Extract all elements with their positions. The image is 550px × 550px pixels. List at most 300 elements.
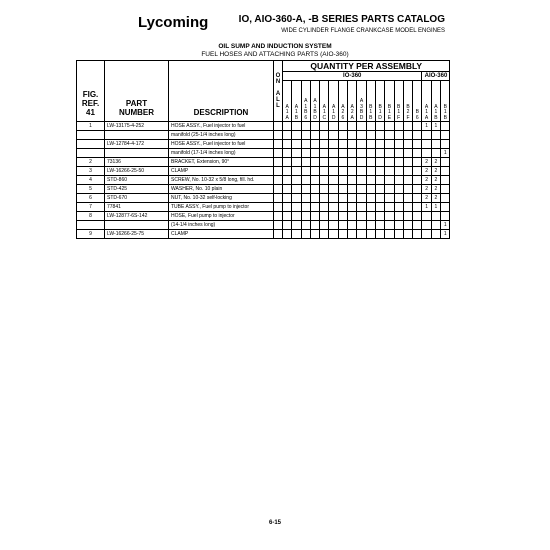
quantity-cell: 2 [431, 167, 440, 176]
quantity-cell [338, 221, 347, 230]
model-column-char: A [294, 103, 299, 110]
model-column-char: B [378, 103, 382, 110]
quantity-header: QUANTITY PER ASSEMBLY [283, 61, 450, 72]
model-column-char: F [397, 114, 401, 121]
model-column-char: D [331, 114, 336, 121]
quantity-cell [310, 167, 319, 176]
quantity-cell [310, 176, 319, 185]
quantity-cell [348, 140, 357, 149]
fig-ref-cell: 9 [77, 230, 105, 239]
description-cell: (14-1/4 inches long) [169, 221, 274, 230]
quantity-cell [310, 212, 319, 221]
fig-ref-label: 41 [86, 108, 95, 117]
quantity-cell [413, 122, 422, 131]
quantity-cell [301, 221, 310, 230]
quantity-cell [292, 230, 301, 239]
quantity-cell [441, 212, 450, 221]
quantity-cell [403, 230, 412, 239]
quantity-cell: 2 [422, 158, 431, 167]
model-column-char: A [424, 103, 429, 110]
quantity-cell [310, 122, 319, 131]
quantity-cell [375, 230, 384, 239]
on-all-cell [274, 194, 283, 203]
quantity-cell [320, 203, 329, 212]
model-column-char: D [378, 114, 382, 121]
quantity-cell [283, 140, 292, 149]
quantity-cell [301, 212, 310, 221]
model-column-header [385, 81, 394, 122]
quantity-cell [441, 131, 450, 140]
quantity-cell [310, 230, 319, 239]
section-subheading: FUEL HOSES AND ATTACHING PARTS (AIO-360) [201, 51, 349, 58]
quantity-cell [329, 212, 338, 221]
table-row [77, 140, 450, 149]
quantity-cell [357, 194, 366, 203]
quantity-cell [422, 212, 431, 221]
quantity-cell [329, 230, 338, 239]
model-column-char: A [285, 114, 289, 121]
quantity-cell [403, 149, 412, 158]
model-column-header [413, 81, 422, 122]
model-column-char: B [304, 109, 308, 115]
part-number-cell: STD-670 [105, 194, 169, 203]
fig-ref-cell: 8 [77, 212, 105, 221]
part-number-cell [105, 131, 169, 140]
table-row [77, 203, 450, 212]
quantity-cell [366, 131, 375, 140]
model-column-header [348, 81, 357, 122]
quantity-cell [413, 203, 422, 212]
fig-ref-cell: 4 [77, 176, 105, 185]
quantity-cell [366, 221, 375, 230]
quantity-cell [385, 221, 394, 230]
quantity-cell [348, 167, 357, 176]
quantity-cell [441, 176, 450, 185]
quantity-cell [320, 149, 329, 158]
part-number-label: PART [125, 99, 148, 108]
on-all-cell [274, 230, 283, 239]
quantity-cell [394, 167, 403, 176]
quantity-cell [338, 212, 347, 221]
on-all-cell [274, 176, 283, 185]
description-cell: CLAMP [169, 167, 274, 176]
quantity-cell [413, 194, 422, 203]
model-column-header [283, 81, 292, 122]
quantity-cell [366, 158, 375, 167]
quantity-cell: 1 [431, 203, 440, 212]
quantity-cell [413, 230, 422, 239]
model-column-char: 1 [369, 109, 373, 115]
brand-logo-text: Lycoming [138, 14, 209, 31]
quantity-cell [338, 176, 347, 185]
quantity-cell: 1 [431, 122, 440, 131]
on-all-label: N [275, 79, 281, 85]
quantity-cell [348, 185, 357, 194]
quantity-cell [348, 176, 357, 185]
quantity-cell [413, 176, 422, 185]
header-row [77, 61, 450, 72]
description-cell: manifold (17-1/4 inches long) [169, 149, 274, 158]
on-all-cell [274, 221, 283, 230]
on-all-label: O [275, 73, 281, 79]
quantity-cell [366, 149, 375, 158]
model-column-header [375, 81, 384, 122]
quantity-cell [375, 149, 384, 158]
description-cell: NUT, No. 10-32 self-locking [169, 194, 274, 203]
quantity-cell [385, 167, 394, 176]
quantity-cell [366, 194, 375, 203]
on-all-cell [274, 131, 283, 140]
quantity-cell [385, 212, 394, 221]
model-column-header [292, 81, 301, 122]
part-number-cell: LW-16266-25-50 [105, 167, 169, 176]
model-column-header [366, 81, 375, 122]
quantity-cell: 1 [422, 122, 431, 131]
quantity-cell [431, 149, 440, 158]
on-all-label: L [276, 103, 280, 109]
parts-table [76, 60, 450, 239]
quantity-cell [338, 203, 347, 212]
quantity-cell [357, 230, 366, 239]
model-column-char: B [369, 114, 373, 121]
model-column-char: A [331, 103, 336, 110]
table-row [77, 185, 450, 194]
quantity-cell [310, 149, 319, 158]
quantity-cell [320, 140, 329, 149]
quantity-cell [413, 131, 422, 140]
fig-ref-label: REF. [81, 99, 100, 108]
part-number-cell: 77841 [105, 203, 169, 212]
model-column-char: B [387, 103, 392, 110]
quantity-cell [310, 194, 319, 203]
quantity-cell [357, 122, 366, 131]
quantity-cell [310, 203, 319, 212]
model-column-char: E [387, 114, 392, 121]
quantity-cell [394, 203, 403, 212]
fig-ref-cell: 1 [77, 122, 105, 131]
quantity-cell [283, 158, 292, 167]
model-column-char: 1 [322, 109, 326, 115]
page-number: 6-15 [268, 520, 281, 526]
quantity-cell [385, 158, 394, 167]
description-header: DESCRIPTION [169, 61, 274, 122]
model-column-char: A [341, 103, 345, 110]
quantity-cell [292, 131, 301, 140]
model-column-header [441, 81, 450, 122]
quantity-cell [403, 167, 412, 176]
model-column-char: 1 [313, 103, 317, 110]
quantity-cell [283, 131, 292, 140]
quantity-cell [441, 167, 450, 176]
model-column-char: A [359, 98, 364, 104]
quantity-cell [403, 176, 412, 185]
quantity-cell [301, 122, 310, 131]
description-cell: HOSE ASSY., Fuel injector to fuel [169, 122, 274, 131]
model-column-char: C [322, 114, 327, 121]
quantity-cell [441, 122, 450, 131]
table-row [77, 194, 450, 203]
quantity-cell [329, 167, 338, 176]
quantity-cell [329, 176, 338, 185]
quantity-cell [403, 221, 412, 230]
fig-ref-label: FIG. [82, 90, 99, 99]
quantity-cell [441, 158, 450, 167]
quantity-cell [348, 194, 357, 203]
quantity-cell [283, 149, 292, 158]
quantity-cell [320, 221, 329, 230]
quantity-cell [431, 230, 440, 239]
model-column-char: A [322, 103, 326, 110]
model-column-char: B [313, 109, 317, 115]
fig-ref-cell: 5 [77, 185, 105, 194]
model-column-char: A [285, 103, 289, 110]
quantity-cell [394, 194, 403, 203]
quantity-cell [375, 203, 384, 212]
model-column-char: B [369, 103, 373, 110]
model-column-char: 1 [397, 109, 401, 115]
model-column-char: D [313, 114, 317, 121]
model-column-char: B [397, 103, 401, 110]
quantity-cell [310, 131, 319, 140]
quantity-cell [348, 230, 357, 239]
on-all-cell [274, 122, 283, 131]
on-all-cell [274, 212, 283, 221]
quantity-cell [320, 185, 329, 194]
quantity-cell [403, 131, 412, 140]
quantity-cell [292, 185, 301, 194]
quantity-cell [348, 203, 357, 212]
quantity-cell [338, 230, 347, 239]
quantity-cell [385, 149, 394, 158]
quantity-cell [394, 158, 403, 167]
catalog-title: IO, AIO-360-A, -B SERIES PARTS CATALOG [238, 14, 445, 25]
quantity-cell [422, 149, 431, 158]
quantity-cell [394, 221, 403, 230]
model-column-char: D [359, 114, 364, 121]
model-column-header [431, 81, 440, 122]
model-column-char: 1 [443, 109, 447, 115]
quantity-cell: 2 [431, 194, 440, 203]
quantity-cell [310, 140, 319, 149]
quantity-cell [292, 221, 301, 230]
part-number-cell: LW-13175-4-252 [105, 122, 169, 131]
quantity-cell [338, 149, 347, 158]
quantity-cell [310, 158, 319, 167]
part-number-cell: LW-12784-4-172 [105, 140, 169, 149]
quantity-cell [283, 185, 292, 194]
quantity-cell [338, 140, 347, 149]
quantity-cell [283, 176, 292, 185]
quantity-cell: 2 [422, 194, 431, 203]
table-row [77, 230, 450, 239]
quantity-cell [413, 212, 422, 221]
description-cell: HOSE ASSY., Fuel injector to fuel [169, 140, 274, 149]
quantity-cell [366, 122, 375, 131]
quantity-cell [320, 176, 329, 185]
quantity-cell [431, 212, 440, 221]
quantity-cell [329, 203, 338, 212]
quantity-cell [283, 230, 292, 239]
quantity-cell [403, 212, 412, 221]
model-column-header [357, 81, 366, 122]
quantity-cell [292, 203, 301, 212]
part-number-cell: STD-425 [105, 185, 169, 194]
quantity-cell [348, 149, 357, 158]
table-row [77, 131, 450, 140]
quantity-cell [348, 131, 357, 140]
model-column-char: 1 [425, 109, 428, 115]
quantity-cell [292, 122, 301, 131]
quantity-cell [292, 140, 301, 149]
quantity-cell [375, 158, 384, 167]
quantity-cell [320, 122, 329, 131]
quantity-cell [357, 203, 366, 212]
table-row [77, 158, 450, 167]
part-number-cell [105, 221, 169, 230]
part-number-cell: STD-860 [105, 176, 169, 185]
quantity-cell [394, 131, 403, 140]
model-column-char: 2 [341, 109, 345, 115]
quantity-cell [357, 185, 366, 194]
quantity-cell [283, 167, 292, 176]
quantity-cell [441, 185, 450, 194]
quantity-cell [366, 203, 375, 212]
quantity-cell [357, 176, 366, 185]
quantity-cell [292, 158, 301, 167]
part-number-label: NUMBER [118, 108, 155, 117]
quantity-cell [320, 131, 329, 140]
quantity-cell [357, 140, 366, 149]
quantity-cell [348, 221, 357, 230]
fig-ref-cell: 7 [77, 203, 105, 212]
model-column-char: 2 [406, 109, 410, 115]
quantity-cell [385, 203, 394, 212]
quantity-cell [403, 185, 412, 194]
quantity-cell [301, 140, 310, 149]
model-column-char: B [359, 109, 364, 115]
model-column-char: 1 [332, 109, 336, 115]
quantity-cell [375, 131, 384, 140]
quantity-cell [375, 140, 384, 149]
model-column-char: 6 [304, 114, 308, 121]
quantity-cell [403, 203, 412, 212]
model-column-char: 1 [304, 103, 308, 110]
description-cell: manifold (25-1/4 inches long) [169, 131, 274, 140]
quantity-cell [441, 203, 450, 212]
quantity-cell [292, 149, 301, 158]
description-cell: CLAMP [169, 230, 274, 239]
quantity-cell [366, 167, 375, 176]
model-column-char: 2 [350, 109, 354, 115]
quantity-cell [338, 194, 347, 203]
model-column-char: A [304, 98, 308, 104]
model-column-char: B [443, 103, 447, 110]
fig-ref-cell: 6 [77, 194, 105, 203]
quantity-cell [375, 185, 384, 194]
quantity-cell [357, 221, 366, 230]
quantity-cell [422, 140, 431, 149]
quantity-cell [413, 167, 422, 176]
model-column-char: 1 [285, 109, 289, 115]
model-column-char: 3 [360, 103, 363, 110]
quantity-cell: 2 [422, 185, 431, 194]
quantity-cell [375, 122, 384, 131]
quantity-cell [403, 194, 412, 203]
model-column-header [394, 81, 403, 122]
quantity-cell [366, 230, 375, 239]
quantity-cell [329, 221, 338, 230]
quantity-cell [366, 140, 375, 149]
quantity-cell [357, 167, 366, 176]
model-column-header [320, 81, 329, 122]
model-column-char: A [350, 103, 354, 110]
quantity-cell: 1 [441, 149, 450, 158]
quantity-cell [385, 140, 394, 149]
table-row [77, 212, 450, 221]
part-number-cell: LW-12877-6S-142 [105, 212, 169, 221]
quantity-cell [413, 221, 422, 230]
model-column-header [338, 81, 347, 122]
description-cell: SCREW, No. 10-32 x 5/8 long, fill. hd. [169, 176, 274, 185]
quantity-cell [385, 176, 394, 185]
quantity-cell [301, 176, 310, 185]
table-row [77, 122, 450, 131]
quantity-cell [301, 185, 310, 194]
quantity-cell [292, 194, 301, 203]
table-row [77, 167, 450, 176]
quantity-cell [329, 131, 338, 140]
quantity-cell [320, 167, 329, 176]
quantity-cell [385, 194, 394, 203]
quantity-cell: 1 [441, 230, 450, 239]
fig-ref-cell [77, 149, 105, 158]
quantity-cell [431, 140, 440, 149]
model-column-char: A [313, 98, 317, 104]
quantity-cell: 2 [422, 167, 431, 176]
fig-ref-cell: 2 [77, 158, 105, 167]
quantity-cell [329, 158, 338, 167]
fig-ref-cell [77, 131, 105, 140]
quantity-cell [394, 185, 403, 194]
model-column-char: B [443, 114, 447, 121]
quantity-cell [310, 221, 319, 230]
table-row [77, 176, 450, 185]
quantity-cell [283, 194, 292, 203]
fig-ref-header [77, 61, 105, 122]
description-cell: BRACKET, Extension, 90° [169, 158, 274, 167]
quantity-cell [375, 194, 384, 203]
model-column-char: 1 [295, 109, 298, 115]
quantity-cell [329, 140, 338, 149]
quantity-cell: 2 [431, 158, 440, 167]
quantity-cell [320, 194, 329, 203]
quantity-cell: 1 [441, 221, 450, 230]
quantity-cell [394, 140, 403, 149]
catalog-subtitle: WIDE CYLINDER FLANGE CRANKCASE MODEL ENGINES [281, 28, 445, 34]
group-aio-360: AIO-360 [422, 72, 450, 81]
model-column-char: A [350, 114, 354, 121]
model-column-char: A [424, 114, 429, 121]
model-column-char: 1 [388, 109, 391, 115]
part-number-header [105, 61, 169, 122]
quantity-cell [301, 230, 310, 239]
quantity-cell [338, 122, 347, 131]
on-all-cell [274, 185, 283, 194]
quantity-cell [348, 158, 357, 167]
quantity-cell [394, 122, 403, 131]
quantity-cell [394, 176, 403, 185]
quantity-cell [385, 122, 394, 131]
